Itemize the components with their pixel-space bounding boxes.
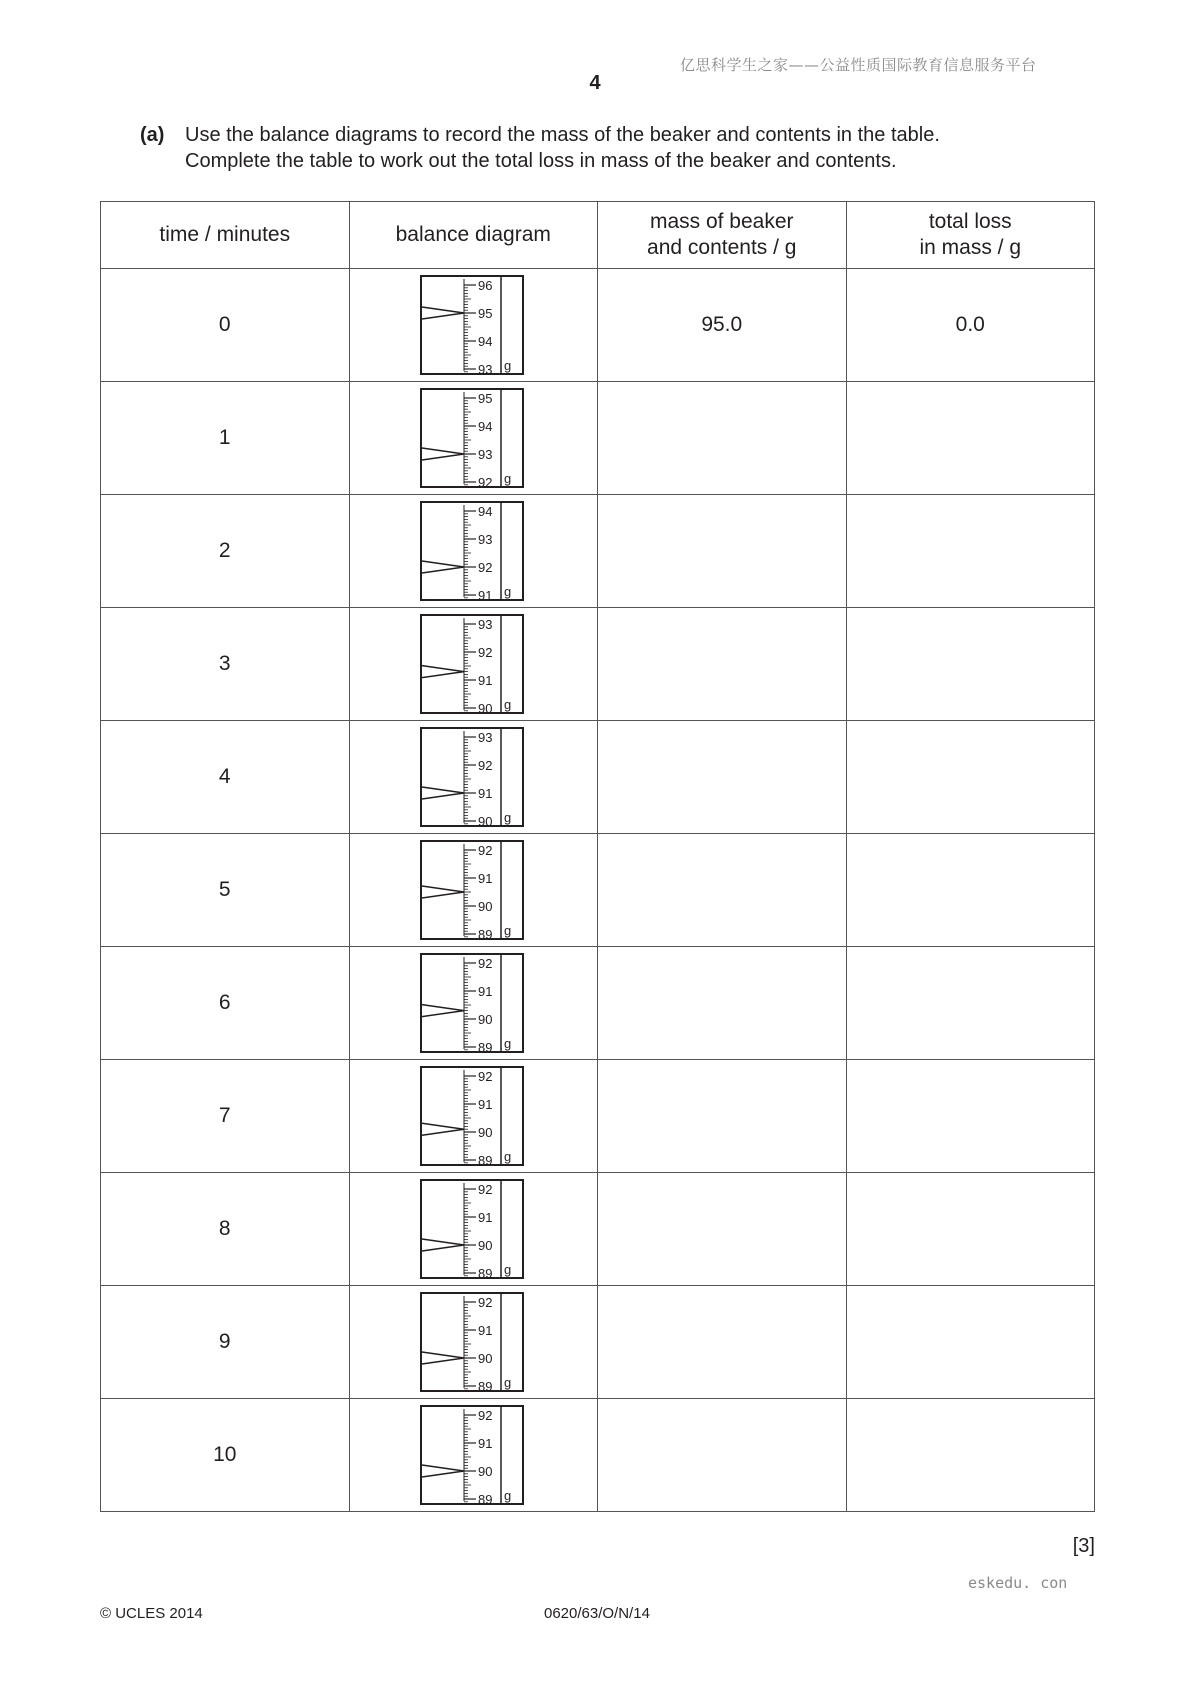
scale-label: 91 — [478, 588, 493, 601]
footer-copyright: © UCLES 2014 — [100, 1605, 203, 1622]
scale-label: 93 — [478, 532, 493, 547]
question-label: (a) — [140, 124, 165, 146]
balance-diagram — [420, 1179, 526, 1279]
scale-label: 93 — [478, 362, 493, 375]
question-text-line1: Use the balance diagrams to record the mass of the beaker and contents in the table. — [185, 124, 940, 146]
scale-label: 92 — [478, 1408, 493, 1423]
total-loss-cell[interactable] — [846, 1173, 1095, 1286]
time-cell: 2 — [101, 495, 350, 608]
balance-pointer — [422, 666, 464, 678]
footer-code: 0620/63/O/N/14 — [544, 1605, 650, 1622]
balance-diagram — [420, 727, 526, 827]
scale-label: 91 — [478, 1436, 493, 1451]
scale-label: 91 — [478, 984, 493, 999]
balance-pointer — [422, 448, 464, 460]
mass-cell[interactable] — [598, 382, 847, 495]
header-balance-diagram: balance diagram — [349, 202, 598, 269]
scale-label: 92 — [478, 645, 493, 660]
balance-diagram — [420, 1292, 526, 1392]
total-loss-cell[interactable] — [846, 382, 1095, 495]
scale-label: 90 — [478, 1238, 493, 1253]
scale-label: 94 — [478, 419, 493, 434]
total-loss-cell[interactable] — [846, 721, 1095, 834]
balance-diagram-cell — [349, 1286, 598, 1399]
balance-diagram — [420, 501, 526, 601]
time-cell: 0 — [101, 269, 350, 382]
scale-label: 92 — [478, 956, 493, 971]
table-row — [101, 1173, 1095, 1286]
scale-label: 91 — [478, 871, 493, 886]
scale-label: 92 — [478, 1069, 493, 1084]
mass-cell[interactable] — [598, 608, 847, 721]
scale-label: 92 — [478, 1295, 493, 1310]
balance-diagram-cell — [349, 1399, 598, 1512]
header-loss-line2: in mass / g — [919, 236, 1022, 259]
table-body — [101, 269, 1095, 1512]
balance-diagram-cell — [349, 947, 598, 1060]
total-loss-cell[interactable] — [846, 1399, 1095, 1512]
balance-pointer — [422, 886, 464, 898]
header-time: time / minutes — [101, 202, 350, 269]
unit-label: g — [504, 1262, 512, 1277]
table-row — [101, 947, 1095, 1060]
table-row — [101, 1286, 1095, 1399]
balance-diagram — [420, 1066, 526, 1166]
balance-diagram-cell — [349, 269, 598, 382]
time-cell: 10 — [101, 1399, 350, 1512]
balance-diagram-cell — [349, 382, 598, 495]
header-loss-line1: total loss — [928, 210, 1012, 233]
mass-cell[interactable] — [598, 1399, 847, 1512]
balance-diagram — [420, 275, 526, 375]
watermark-top: 亿思科学生之家——公益性质国际教育信息服务平台 — [680, 56, 1037, 74]
scale-label: 89 — [478, 1266, 493, 1279]
scale-label: 90 — [478, 701, 493, 714]
time-cell: 4 — [101, 721, 350, 834]
scale-label: 90 — [478, 814, 493, 827]
table-row — [101, 495, 1095, 608]
balance-pointer — [422, 1465, 464, 1477]
header-mass-line2: and contents / g — [647, 236, 797, 259]
header-total-loss — [846, 202, 1095, 269]
unit-label: g — [504, 471, 512, 486]
scale-label: 92 — [478, 1182, 493, 1197]
scale-label: 92 — [478, 843, 493, 858]
mass-cell[interactable] — [598, 1060, 847, 1173]
time-cell: 9 — [101, 1286, 350, 1399]
marks: [3] — [1072, 1535, 1095, 1557]
scale-label: 89 — [478, 1040, 493, 1053]
balance-pointer — [422, 1352, 464, 1364]
balance-pointer — [422, 1239, 464, 1251]
table-row — [101, 1060, 1095, 1173]
total-loss-cell[interactable] — [846, 1286, 1095, 1399]
scale-label: 90 — [478, 899, 493, 914]
balance-diagram — [420, 1405, 526, 1505]
mass-cell[interactable] — [598, 947, 847, 1060]
unit-label: g — [504, 923, 512, 938]
scale-label: 90 — [478, 1012, 493, 1027]
scale-label: 95 — [478, 306, 493, 321]
scale-label: 89 — [478, 1153, 493, 1166]
mass-cell[interactable] — [598, 1173, 847, 1286]
time-cell: 3 — [101, 608, 350, 721]
table-row — [101, 608, 1095, 721]
scale-label: 89 — [478, 1379, 493, 1392]
scale-label: 90 — [478, 1351, 493, 1366]
table-row — [101, 269, 1095, 382]
table-row — [101, 834, 1095, 947]
time-cell: 6 — [101, 947, 350, 1060]
balance-pointer — [422, 787, 464, 799]
scale-label: 93 — [478, 617, 493, 632]
time-cell: 7 — [101, 1060, 350, 1173]
balance-diagram — [420, 614, 526, 714]
header-mass-line1: mass of beaker — [649, 210, 794, 233]
total-loss-cell[interactable] — [846, 834, 1095, 947]
scale-label: 91 — [478, 1210, 493, 1225]
mass-cell[interactable] — [598, 834, 847, 947]
balance-pointer — [422, 307, 464, 319]
scale-label: 94 — [478, 334, 493, 349]
table-row — [101, 1399, 1095, 1512]
scale-label: 95 — [478, 391, 493, 406]
balance-diagram-cell — [349, 608, 598, 721]
balance-pointer — [422, 1005, 464, 1017]
unit-label: g — [504, 810, 512, 825]
scale-label: 92 — [478, 560, 493, 575]
scale-label: 89 — [478, 1492, 493, 1505]
total-loss-cell[interactable]: 0.0 — [846, 269, 1095, 382]
scale-label: 96 — [478, 278, 493, 293]
time-cell: 8 — [101, 1173, 350, 1286]
balance-diagram-cell — [349, 721, 598, 834]
scale-label: 93 — [478, 447, 493, 462]
mass-cell[interactable]: 95.0 — [598, 269, 847, 382]
unit-label: g — [504, 584, 512, 599]
mass-cell[interactable] — [598, 495, 847, 608]
scale-label: 91 — [478, 673, 493, 688]
scale-label: 90 — [478, 1125, 493, 1140]
balance-diagram-cell — [349, 1060, 598, 1173]
question-text-line2: Complete the table to work out the total loss in mass of the beaker and contents. — [185, 150, 897, 172]
scale-label: 91 — [478, 1323, 493, 1338]
table-row — [101, 721, 1095, 834]
scale-label: 89 — [478, 927, 493, 940]
scale-label: 90 — [478, 1464, 493, 1479]
watermark-bottom: eskedu. con — [968, 1574, 1068, 1592]
scale-label: 94 — [478, 504, 493, 519]
total-loss-cell[interactable] — [846, 608, 1095, 721]
header-row — [101, 202, 1095, 269]
balance-diagram-cell — [349, 495, 598, 608]
mass-cell[interactable] — [598, 721, 847, 834]
balance-pointer — [422, 561, 464, 573]
unit-label: g — [504, 1375, 512, 1390]
unit-label: g — [504, 358, 512, 373]
results-table — [100, 201, 1095, 1512]
unit-label: g — [504, 1488, 512, 1503]
scale-label: 91 — [478, 1097, 493, 1112]
header-mass — [598, 202, 847, 269]
balance-diagram — [420, 953, 526, 1053]
total-loss-cell[interactable] — [846, 1060, 1095, 1173]
scale-label: 93 — [478, 730, 493, 745]
balance-diagram-cell — [349, 1173, 598, 1286]
unit-label: g — [504, 1036, 512, 1051]
page-number: 4 — [589, 72, 601, 94]
mass-cell[interactable] — [598, 1286, 847, 1399]
scale-label: 91 — [478, 786, 493, 801]
table-row — [101, 382, 1095, 495]
unit-label: g — [504, 697, 512, 712]
time-cell: 5 — [101, 834, 350, 947]
balance-diagram — [420, 388, 526, 488]
unit-label: g — [504, 1149, 512, 1164]
time-cell: 1 — [101, 382, 350, 495]
balance-pointer — [422, 1123, 464, 1135]
balance-diagram-cell — [349, 834, 598, 947]
total-loss-cell[interactable] — [846, 495, 1095, 608]
scale-label: 92 — [478, 475, 493, 488]
total-loss-cell[interactable] — [846, 947, 1095, 1060]
balance-diagram — [420, 840, 526, 940]
scale-label: 92 — [478, 758, 493, 773]
